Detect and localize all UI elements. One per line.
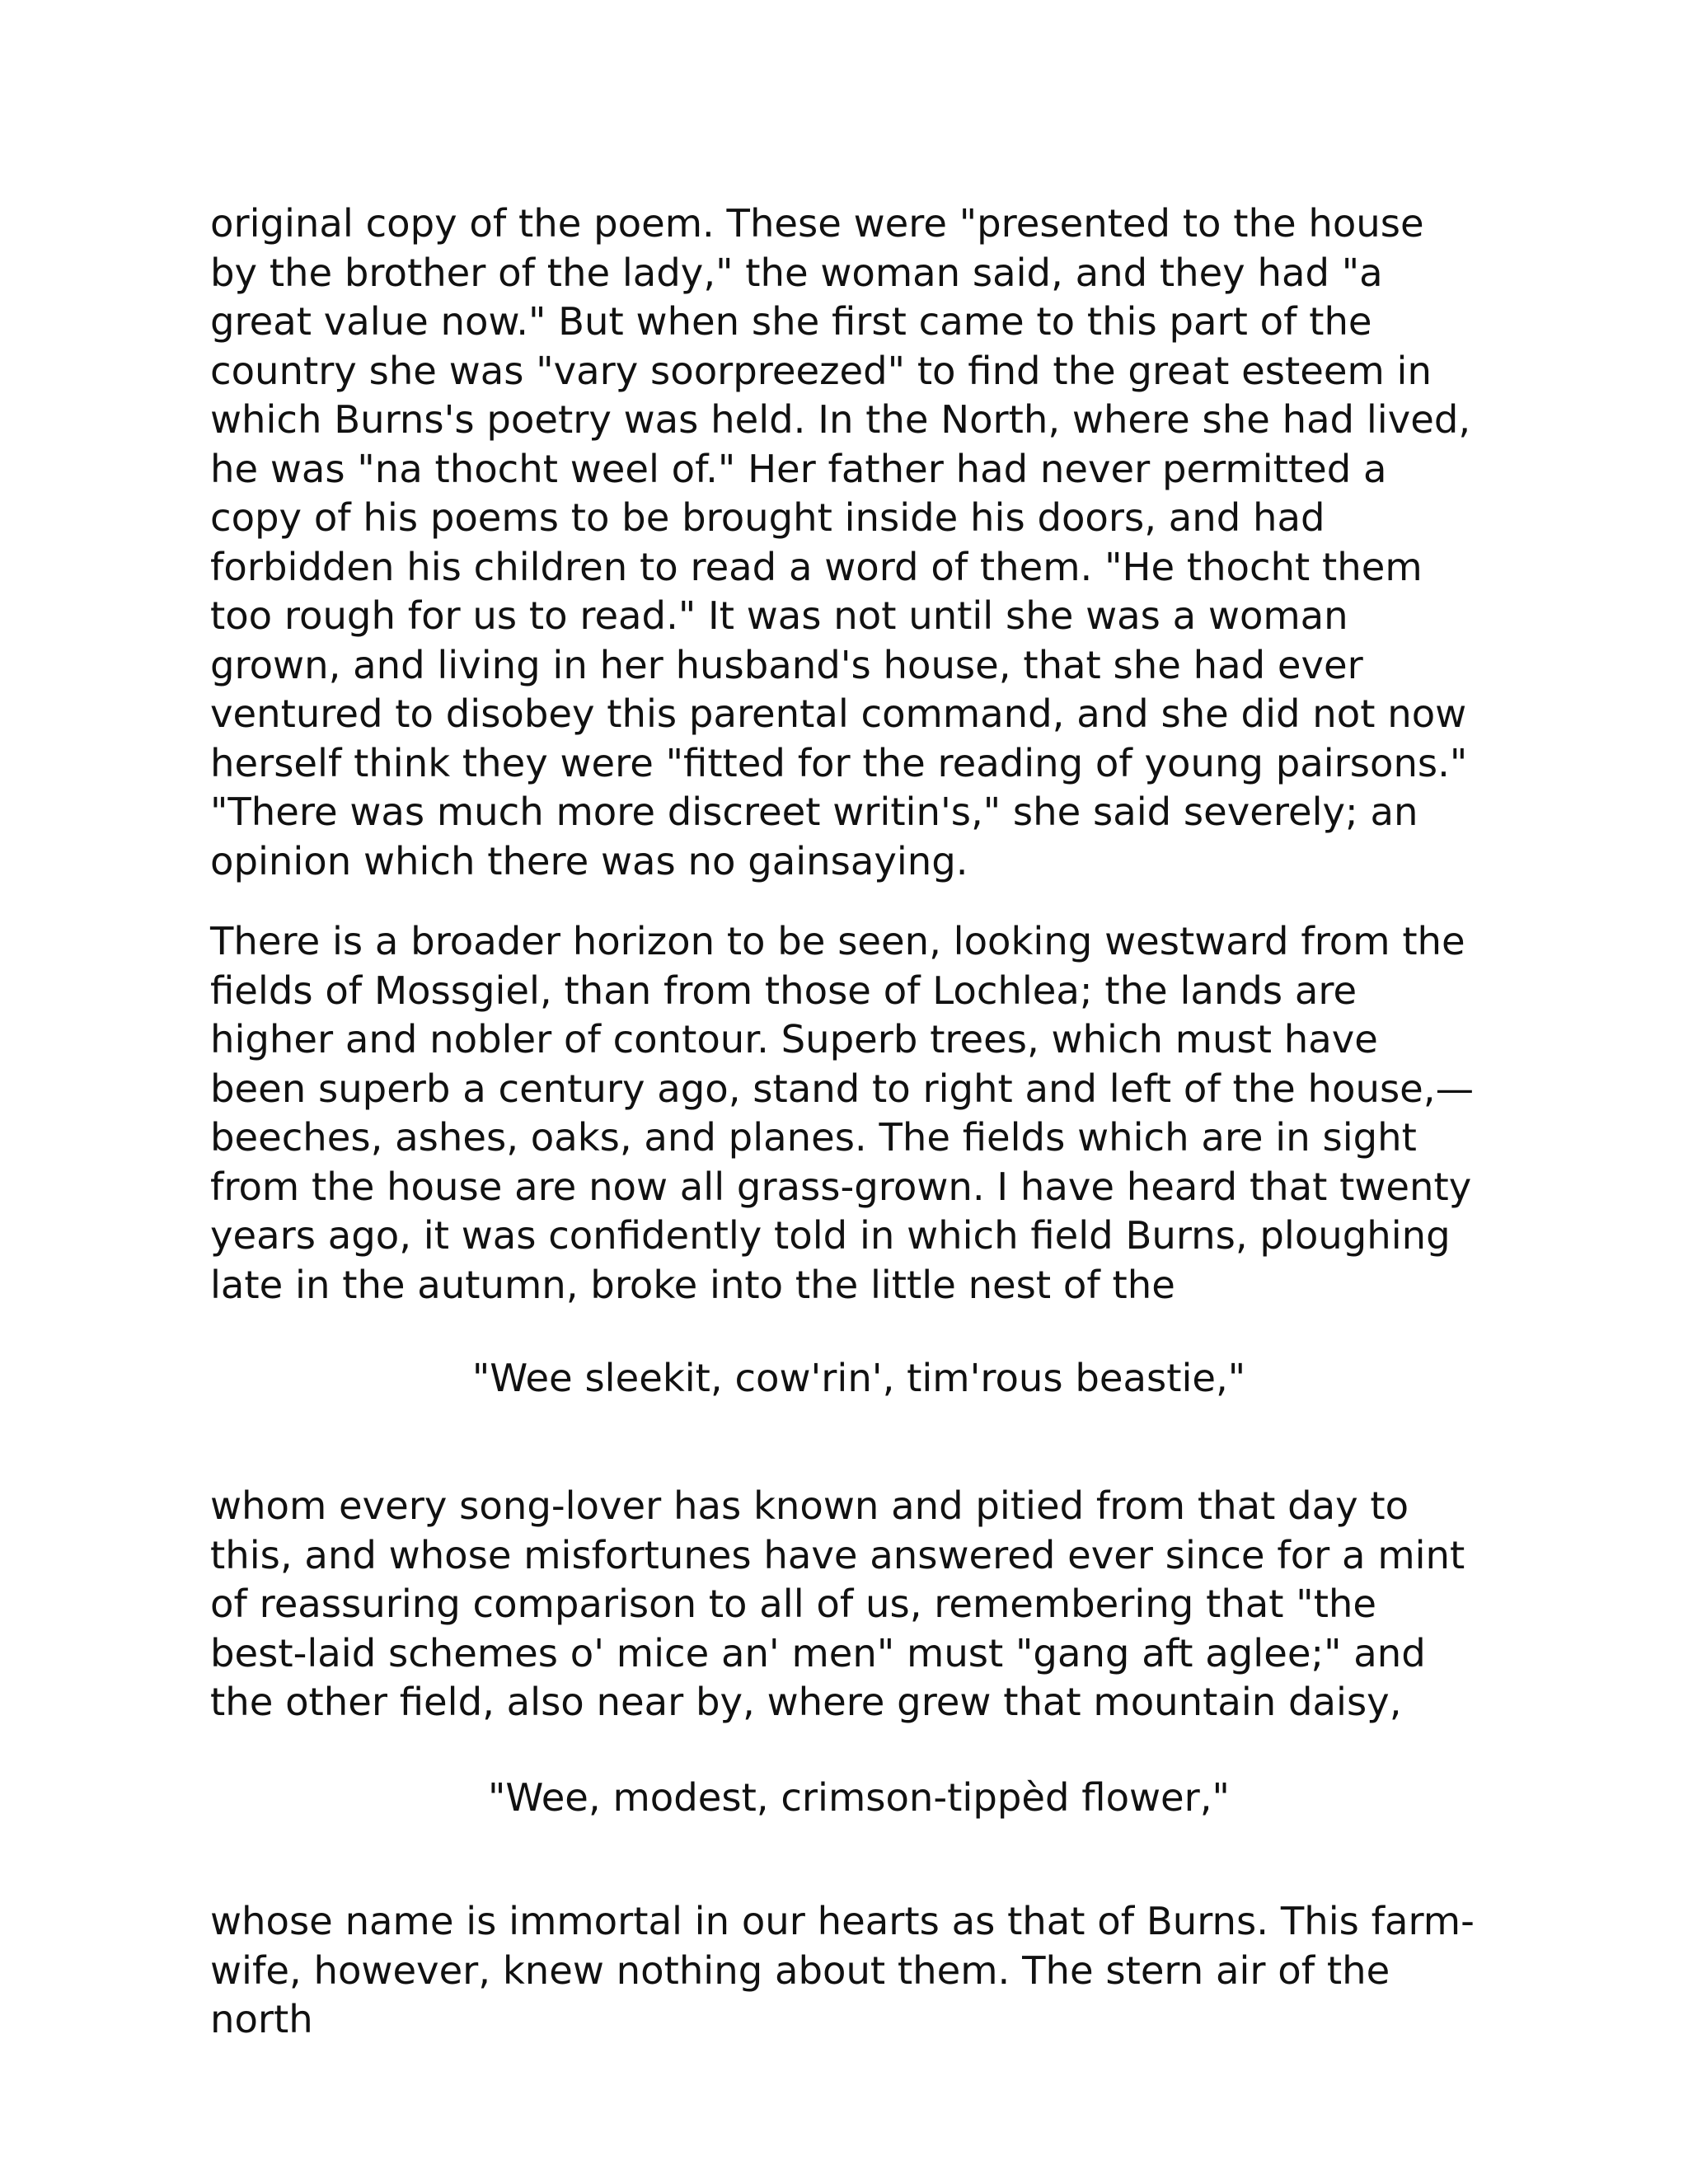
quote-wee-sleekit	[0, 1354, 1688, 1404]
paragraph-2: There is a broader horizon to be seen, looking westward from the fields of Mossgiel, than from those of Lochlea; the lands are higher and nobler of contour. Superb trees, which must have been superb a century ago, stand to right and left of the house,—beeches, ashes, oaks, and planes. The fields which are in sight from the house are now all grass-grown. I have heard that twenty years ago, it was confidently told in which field Burns, ploughing late in the autumn, broke into the little nest of the	[210, 919, 1475, 1307]
paragraph-1: original copy of the poem. These were "presented to the house by the brother of the lady," the woman said, and they had "a great value now." But when she first came to this part of the country she was "vary soorpreezed" to find the great esteem in which Burns's poetry was held. In the North, where she had lived, he was "na thocht weel of." Her father had never permitted a copy of his poems to be brought inside his doors, and had forbidden his children to read a word of them. "He thocht them too rough for us to read." It was not until she was a woman grown, and living in her husband's house, that she had ever ventured to disobey this parental command, and she did not now herself think they were "fitted for the reading of young pairsons." "There was much more discreet writin's," she said severely; an opinion which there was no gainsaying.	[210, 201, 1471, 883]
quote-wee-modest-text: "Wee, modest, crimson-tippèd flower,"	[488, 1775, 1230, 1820]
quote-wee-modest	[0, 1774, 1688, 1823]
paragraph-4: whose name is immortal in our hearts as that of Burns. This farm-wife, however, knew nothing about them. The stern air of the north	[210, 1899, 1475, 2041]
quote-wee-sleekit-text: "Wee sleekit, cow'rin', tim'rous beastie,"	[471, 1356, 1246, 1400]
paragraph-3: whom every song-lover has known and pitied from that day to this, and whose misfortunes have answered ever since for a mint of reassuring comparison to all of us, remembering that "the best-laid schemes o' mice an' men" must "gang aft aglee;" and the other field, also near by, where grew that mountain daisy,	[210, 1483, 1465, 1724]
